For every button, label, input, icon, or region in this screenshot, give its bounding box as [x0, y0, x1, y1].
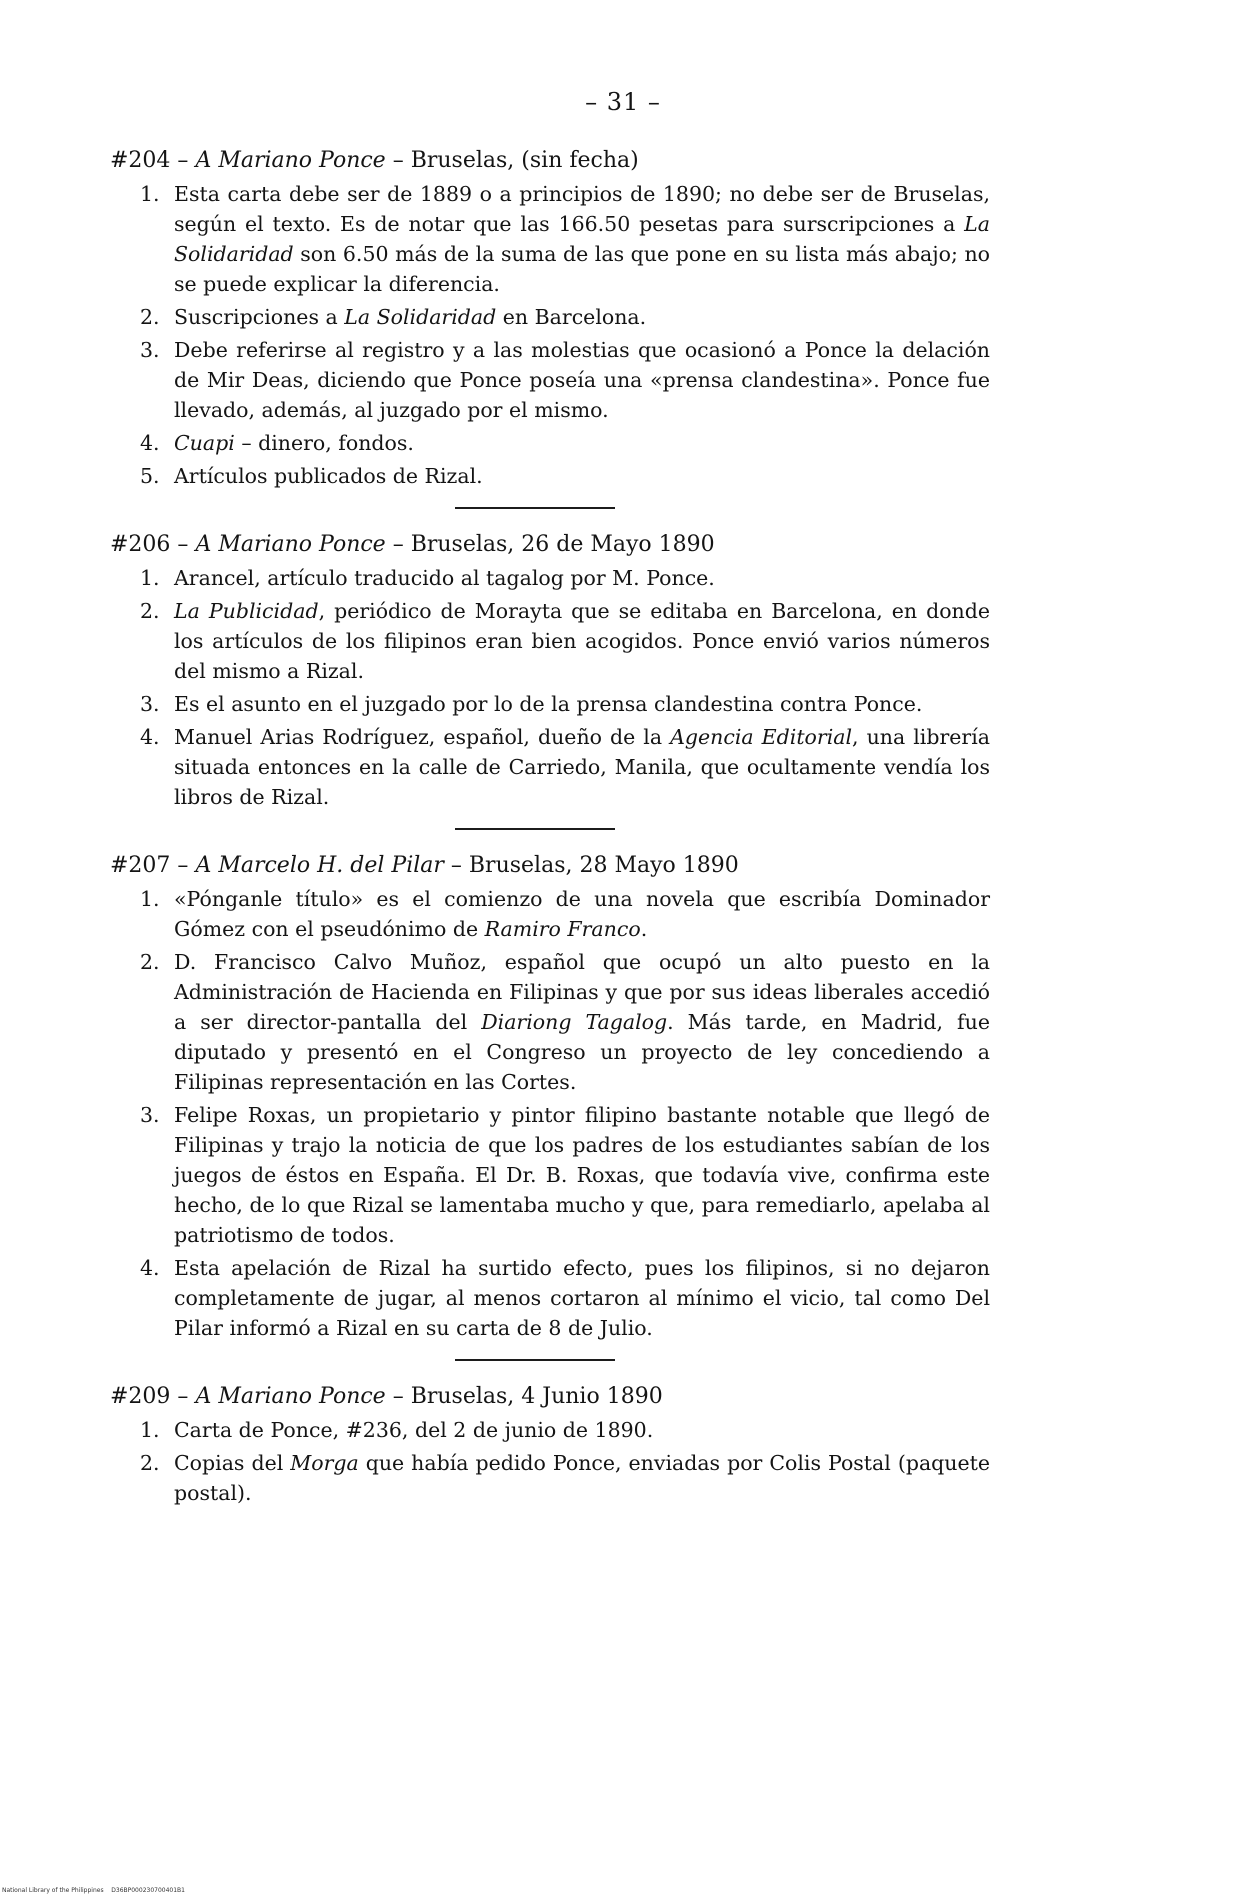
note-text: que había pedido Ponce, enviadas por Colis Postal (paquete postal).: [174, 1451, 990, 1505]
letter-place-date: – Bruselas, 28 Mayo 1890: [443, 853, 739, 878]
note-item: [110, 563, 990, 593]
note-item: [110, 179, 990, 299]
note-text: – dinero, fondos.: [234, 431, 414, 455]
note-text: Arancel, artículo traducido al tagalog por M. Ponce.: [174, 566, 715, 590]
letter-heading: [110, 850, 990, 882]
notes-list: [110, 563, 990, 812]
note-number: 1.: [140, 182, 160, 206]
note-text: Felipe Roxas, un propietario y pintor filipino bastante notable que llegó de Filipinas y trajo la noticia de que los padres de los estudiantes sabían de los juegos de éstos en España. El Dr. B. Roxas, que todavía vive, confirma este hecho, de lo que Rizal se lamentaba mucho y que, para remediarlo, apelaba al patriotismo de todos.: [174, 1103, 990, 1247]
note-number: 3.: [140, 338, 160, 362]
letter-entry: [110, 145, 990, 491]
note-item: [110, 1253, 990, 1343]
note-item: [110, 335, 990, 425]
note-item: [110, 428, 990, 458]
letter-place-date: – Bruselas, (sin fecha): [385, 148, 639, 173]
note-number: 1.: [140, 566, 160, 590]
scan-footer: [2, 1887, 185, 1894]
note-number: 2.: [140, 950, 160, 974]
letter-place-date: – Bruselas, 26 de Mayo 1890: [385, 532, 715, 557]
letter-entry: [110, 529, 990, 812]
heading-dash: –: [170, 1384, 196, 1409]
note-number: 4.: [140, 431, 160, 455]
note-text: «Pónganle título» es el comienzo de una novela que escribía Dominador Gómez con el pseudónimo de: [174, 887, 990, 941]
note-item: [110, 884, 990, 944]
note-italic-title: Cuapi: [174, 431, 235, 455]
note-item: [110, 947, 990, 1097]
footer-code: D36BP000230700401B1: [111, 1887, 185, 1894]
note-text: Esta apelación de Rizal ha surtido efecto, pues los filipinos, si no dejaron completamente de jugar, al menos cortaron al mínimo el vicio, tal como Del Pilar informó a Rizal en su carta de 8 de Julio.: [174, 1256, 990, 1340]
note-text: Artículos publicados de Rizal.: [174, 464, 483, 488]
section-divider: [455, 828, 615, 830]
entries-list: [110, 145, 990, 1508]
note-text: .: [640, 917, 648, 941]
note-number: 2.: [140, 599, 160, 623]
note-text: Copias del: [174, 1451, 291, 1475]
letter-number: #206: [110, 532, 171, 557]
note-text: Esta carta debe ser de 1889 o a principios de 1890; no debe ser de Bruselas, según el texto. Es de notar que las 166.50 pesetas para surscripciones a: [174, 182, 990, 236]
note-text: en Barcelona.: [496, 305, 647, 329]
note-number: 2.: [140, 305, 160, 329]
letter-heading: [110, 529, 990, 561]
letter-entry: [110, 1381, 990, 1508]
note-item: [110, 1415, 990, 1445]
note-italic-title: La Solidaridad: [344, 305, 497, 329]
heading-dash: –: [170, 148, 196, 173]
note-item: [110, 461, 990, 491]
note-italic-title: La Solidaridad: [174, 212, 990, 266]
note-item: [110, 722, 990, 812]
letter-recipient: A Mariano Ponce: [195, 1384, 386, 1409]
note-text: , periódico de Morayta que se editaba en Barcelona, en donde los artículos de los filipinos eran bien acogidos. Ponce envió varios números del mismo a Rizal.: [174, 599, 990, 683]
letter-recipient: A Marcelo H. del Pilar: [195, 853, 444, 878]
letter-entry: [110, 850, 990, 1343]
section-divider: [455, 507, 615, 509]
letter-number: #207: [110, 853, 171, 878]
note-italic-title: Morga: [290, 1451, 359, 1475]
note-text: Debe referirse al registro y a las molestias que ocasionó a Ponce la delación de Mir Deas, diciendo que Ponce poseía una «prensa clandestina». Ponce fue llevado, además, al juzgado por el mismo.: [174, 338, 990, 422]
page-number: – 31 –: [585, 88, 661, 116]
note-number: 3.: [140, 692, 160, 716]
note-text: Es el asunto en el juzgado por lo de la prensa clandestina contra Ponce.: [174, 692, 923, 716]
note-number: 4.: [140, 725, 160, 749]
note-item: [110, 302, 990, 332]
note-text: son 6.50 más de la suma de las que pone en su lista más abajo; no se puede explicar la diferencia.: [174, 242, 990, 296]
notes-list: [110, 179, 990, 491]
footer-library: National Library of the Philippines: [2, 1887, 104, 1894]
note-text: Suscripciones a: [174, 305, 345, 329]
note-number: 4.: [140, 1256, 160, 1280]
letter-place-date: – Bruselas, 4 Junio 1890: [385, 1384, 663, 1409]
note-number: 2.: [140, 1451, 160, 1475]
note-number: 1.: [140, 1418, 160, 1442]
letter-recipient: A Mariano Ponce: [195, 148, 386, 173]
letter-heading: [110, 145, 990, 177]
note-number: 3.: [140, 1103, 160, 1127]
letter-heading: [110, 1381, 990, 1413]
note-number: 5.: [140, 464, 160, 488]
note-item: [110, 689, 990, 719]
note-text: Carta de Ponce, #236, del 2 de junio de 1890.: [174, 1418, 654, 1442]
section-divider: [455, 1359, 615, 1361]
note-italic-title: Agencia Editorial: [670, 725, 853, 749]
note-text: . Más tarde, en Madrid, fue diputado y presentó en el Congreso un proyecto de ley concediendo a Filipinas representación en las Cortes.: [174, 1010, 990, 1094]
notes-content: [110, 145, 990, 1516]
letter-number: #209: [110, 1384, 171, 1409]
note-text: Manuel Arias Rodríguez, español, dueño de la: [174, 725, 671, 749]
note-italic-title: Ramiro Franco: [484, 917, 641, 941]
note-italic-title: La Publicidad: [174, 599, 319, 623]
note-text: , una librería situada entonces en la calle de Carriedo, Manila, que ocultamente vendía los libros de Rizal.: [174, 725, 990, 809]
heading-dash: –: [170, 853, 196, 878]
note-item: [110, 596, 990, 686]
note-item: [110, 1100, 990, 1250]
note-number: 1.: [140, 887, 160, 911]
heading-dash: –: [170, 532, 196, 557]
letter-number: #204: [110, 148, 171, 173]
notes-list: [110, 884, 990, 1343]
notes-list: [110, 1415, 990, 1508]
note-item: [110, 1448, 990, 1508]
note-text: D. Francisco Calvo Muñoz, español que ocupó un alto puesto en la Administración de Hacienda en Filipinas y que por sus ideas liberales accedió a ser director-pantalla del: [174, 950, 990, 1034]
note-italic-title: Diariong Tagalog: [481, 1010, 668, 1034]
letter-recipient: A Mariano Ponce: [195, 532, 386, 557]
